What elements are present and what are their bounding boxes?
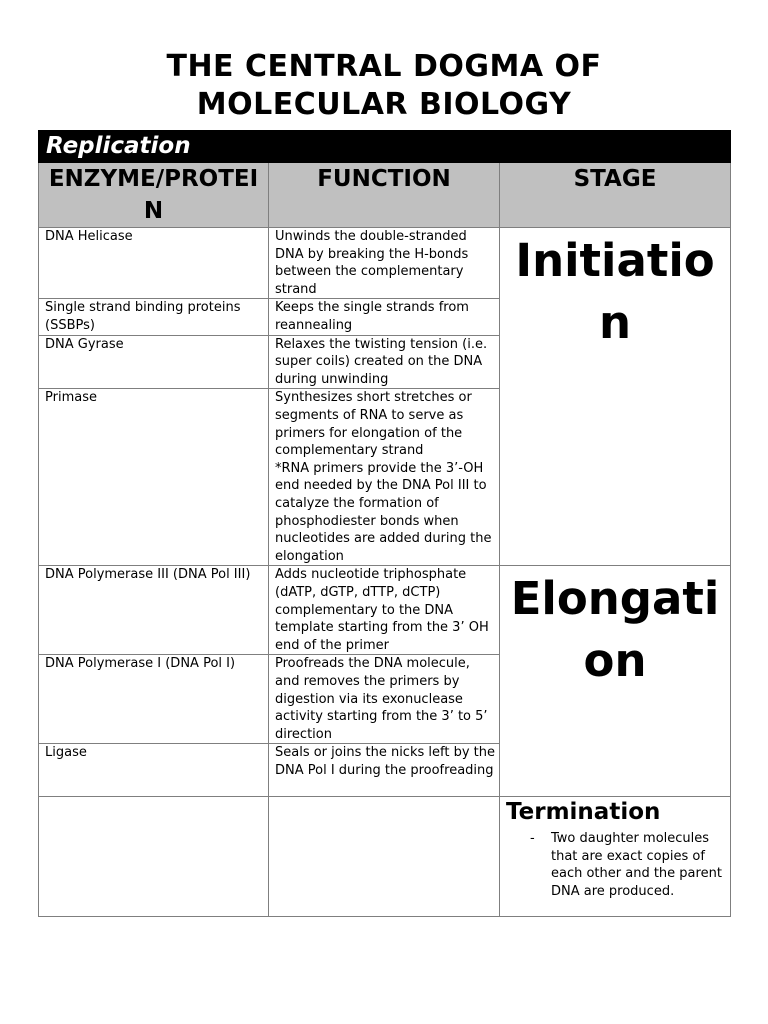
termination-row: [39, 797, 731, 917]
empty-enzyme-cell: [39, 797, 269, 917]
document-title: [0, 48, 768, 124]
termination-bullet-text: Two daughter molecules that are exact copies of each other and the parent DNA are produced.: [551, 831, 722, 900]
header-stage: STAGE: [500, 163, 731, 228]
function-cell: Unwinds the double-stranded DNA by breaking the H-bonds between the complementary strand: [269, 228, 500, 299]
function-cell: Proofreads the DNA molecule, and removes the primers by digestion via its exonuclease activity starting from the 3’ to 5’ direction: [269, 655, 500, 744]
enzyme-cell: DNA Polymerase I (DNA Pol I): [39, 655, 269, 744]
title-line-1: THE CENTRAL DOGMA OF: [166, 49, 602, 84]
function-cell: Seals or joins the nicks left by the DNA Pol I during the proofreading: [269, 744, 500, 797]
list-item: [500, 830, 730, 900]
section-banner-row: [39, 131, 731, 163]
function-cell: Relaxes the twisting tension (i.e. super coils) created on the DNA during unwinding: [269, 335, 500, 389]
header-function: FUNCTION: [269, 163, 500, 228]
stage-initiation-cell: [500, 228, 731, 566]
section-banner: [39, 131, 731, 163]
function-cell: Synthesizes short stretches or segments of RNA to serve as primers for elongation of the complementary strand *RNA primers provide the 3’-OH end needed by the DNA Pol III to catalyze the formation of phosphodiester bonds when nucleotides are added during the elongation: [269, 389, 500, 566]
enzyme-cell: Primase: [39, 389, 269, 566]
termination-list: [500, 830, 730, 900]
stage-termination: Termination: [506, 799, 661, 826]
title-line-2: MOLECULAR BIOLOGY: [196, 87, 572, 122]
enzyme-cell: DNA Gyrase: [39, 335, 269, 389]
stage-elongation: Elongation: [510, 572, 720, 688]
stage-initiation: Initiation: [515, 234, 715, 349]
enzyme-cell: Ligase: [39, 744, 269, 797]
table-row: [39, 566, 731, 655]
header-row: [39, 163, 731, 228]
stage-elongation-cell: [500, 566, 731, 797]
bullet-dash: -: [530, 831, 535, 847]
enzyme-cell: DNA Polymerase III (DNA Pol III): [39, 566, 269, 655]
enzyme-cell: Single strand binding proteins (SSBPs): [39, 299, 269, 335]
empty-function-cell: [269, 797, 500, 917]
enzyme-cell: DNA Helicase: [39, 228, 269, 299]
table-row: [39, 228, 731, 299]
section-title: Replication: [46, 133, 191, 159]
function-cell: Keeps the single strands from reannealing: [269, 299, 500, 335]
stage-termination-cell: [500, 797, 731, 917]
header-enzyme: ENZYME/PROTEIN: [39, 163, 269, 228]
replication-table: [38, 130, 731, 917]
function-cell: Adds nucleotide triphosphate (dATP, dGTP, dTTP, dCTP) complementary to the DNA template starting from the 3’ OH end of the primer: [269, 566, 500, 655]
